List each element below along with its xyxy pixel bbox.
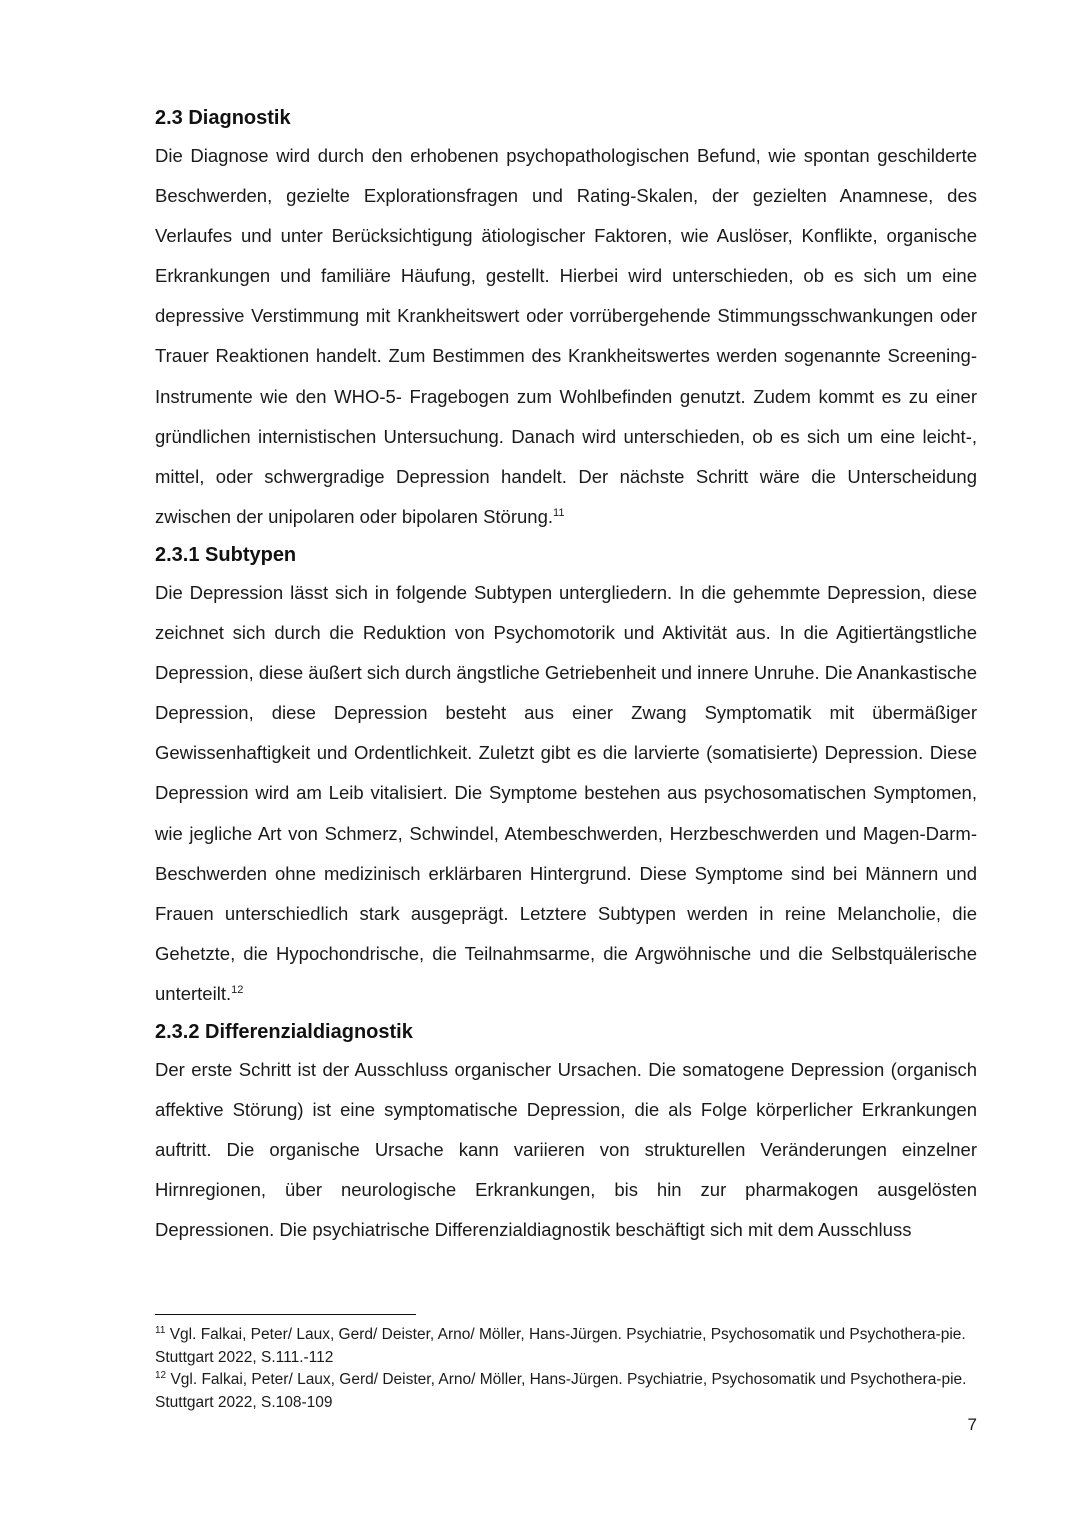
page-body (155, 100, 977, 1250)
subsection-paragraph-subtypen (155, 573, 977, 1014)
section-heading: 2.3 Diagnostik (155, 107, 291, 129)
section-text: Die Diagnose wird durch den erhobenen psychopathologischen Befund, wie spontan geschilderte Beschwerden, gezielte Explorationsfragen und Rating-Skalen, der gezielten Anamnese, des Verlaufes und unter Berücksichtigung ätiologischer Faktoren, wie Auslöser, Konflikte, organische Erkrankungen und familiäre Häufung, gestellt. Hierbei wird unterschieden, ob es sich um eine depressive Verstimmung mit Krankheitswert oder vorrübergehende Stimmungsschwankungen oder Trauer Reaktionen handelt. Zum Bestimmen des Krankheitswertes werden sogenannte Screening-Instrumente wie den WHO-5- Fragebogen zum Wohlbefinden genutzt. Zudem kommt es zu einer gründlichen internistischen Untersuchung. Danach wird unterschieden, ob es sich um eine leicht-, mittel, oder schwergradige Depression handelt. Der nächste Schritt wäre die Unterscheidung zwischen der unipolaren oder bipolaren Störung. (155, 145, 977, 527)
subsection-text-subtypen: Die Depression lässt sich in folgende Subtypen untergliedern. In die gehemmte Depression, diese zeichnet sich durch die Reduktion von Psychomotorik und Aktivität aus. In die Agitiertängstliche Depression, diese äußert sich durch ängstliche Getriebenheit und innere Unruhe. Die Anankastische Depression, diese Depression besteht aus einer Zwang Symptomatik mit übermäßiger Gewissenhaftigkeit und Ordentlichkeit. Zuletzt gibt es die larvierte (somatisierte) Depression. Diese Depression wird am Leib vitalisiert. Die Symptome bestehen aus psychosomatischen Symptomen, wie jegliche Art von Schmerz, Schwindel, Atembeschwerden, Herzbeschwerden und Magen-Darm-Beschwerden ohne medizinisch erklärbaren Hintergrund. Diese Symptome sind bei Männern und Frauen unterschiedlich stark ausgeprägt. Letztere Subtypen werden in reine Melancholie, die Gehetzte, die Hypochondrische, die Teilnahmsarme, die Argwöhnische und die Selbstquälerische unterteilt. (155, 581, 977, 1004)
footnote-text: Vgl. Falkai, Peter/ Laux, Gerd/ Deister, Arno/ Möller, Hans-Jürgen. Psychiatrie, Psychosomatik und Psychothera-pie. Stuttgart 2022, S.108-109 (155, 1371, 967, 1411)
footnote-text: Vgl. Falkai, Peter/ Laux, Gerd/ Deister, Arno/ Möller, Hans-Jürgen. Psychiatrie, Psychosomatik und Psychothera-pie. Stuttgart 2022, S.111.-112 (155, 1326, 966, 1366)
footnotes (155, 1324, 977, 1414)
footnote-ref-12[interactable]: 12 (231, 983, 244, 996)
subsection-heading-differenzialdiagnostik: 2.3.2 Differenzialdiagnostik (155, 1020, 413, 1043)
footnote-separator (155, 1314, 416, 1315)
footnote-number: 12 (155, 1369, 167, 1381)
subsection-heading-subtypen: 2.3.1 Subtypen (155, 543, 297, 566)
subsection-paragraph-differenzialdiagnostik (155, 1050, 977, 1250)
footnote-number: 11 (155, 1324, 166, 1336)
section-paragraph (155, 136, 977, 537)
footnote-11 (155, 1324, 977, 1369)
footnote-12 (155, 1369, 977, 1414)
footnote-ref-11[interactable]: 11 (553, 506, 565, 519)
subsection-text-differenzialdiagnostik: Der erste Schritt ist der Ausschluss organischer Ursachen. Die somatogene Depression (organisch affektive Störung) ist eine symptomatische Depression, die als Folge körperlicher Erkrankungen auftritt. Die organische Ursache kann variieren von strukturellen Veränderungen einzelner Hirnregionen, über neurologische Erkrankungen, bis hin zur pharmakogen ausgelösten Depressionen. Die psychiatrische Differenzialdiagnostik beschäftigt sich mit dem Ausschluss (155, 1058, 977, 1241)
page-number: 7 (967, 1415, 977, 1434)
